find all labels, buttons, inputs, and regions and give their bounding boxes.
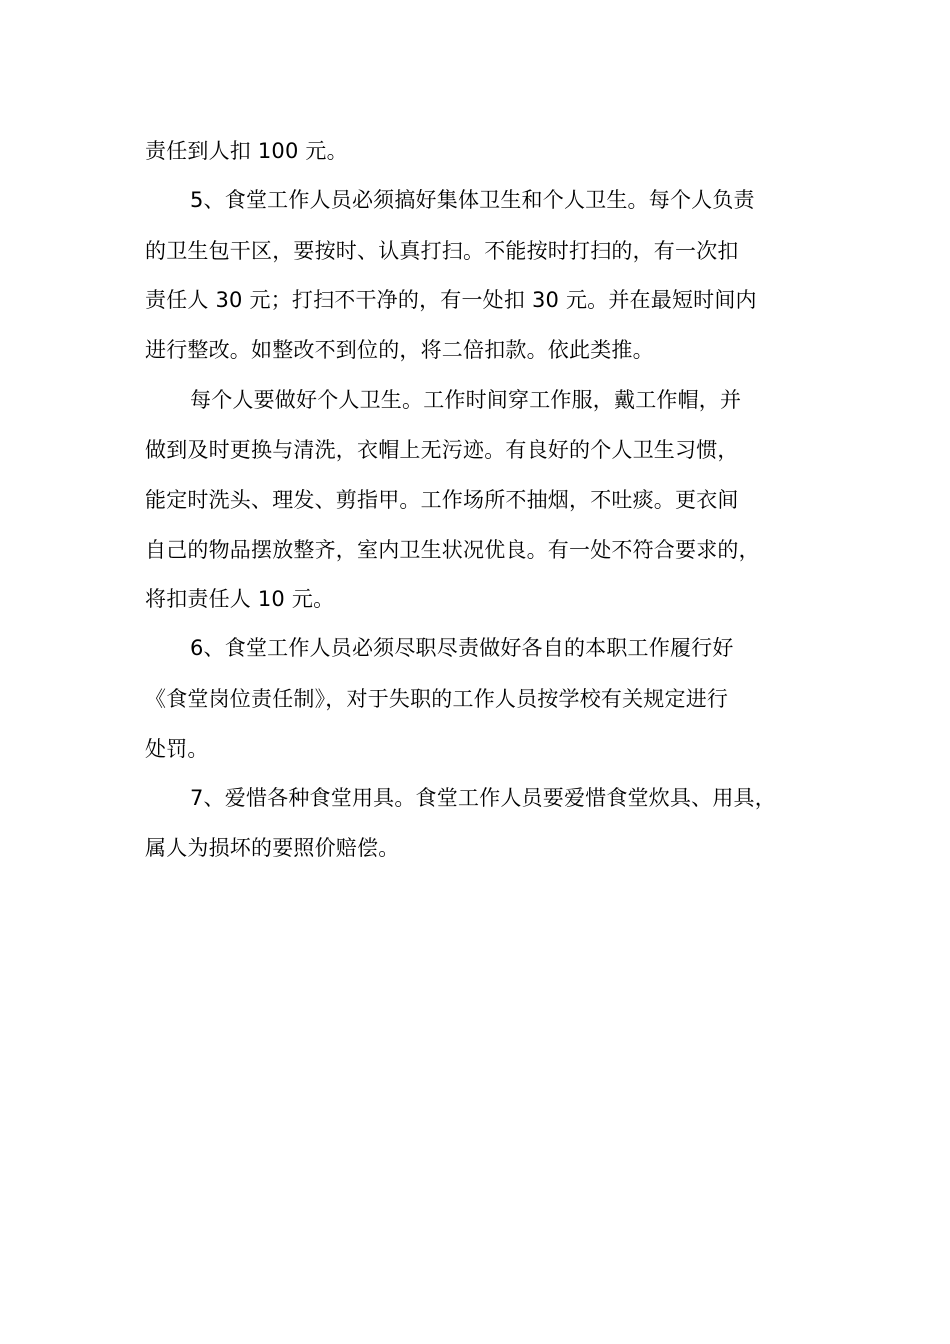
text-line: 属人为损坏的要照价赔偿。 (145, 836, 400, 860)
paragraph-6-line: 6、食堂工作人员必须尽职尽责做好各自的本职工作履行好 (190, 636, 734, 660)
text-line: 《食堂岗位责任制》，对于失职的工作人员按学校有关规定进行 (145, 687, 729, 711)
text-line: 将扣责任人 10 元。 (145, 587, 335, 611)
paragraph-5-line: 5、食堂工作人员必须搞好集体卫生和个人卫生。每个人负责 (190, 188, 755, 212)
text-line: 责任到人扣 100 元。 (145, 139, 348, 163)
paragraph-hygiene-line: 每个人要做好个人卫生。工作时间穿工作服，戴工作帽，并 (190, 388, 742, 412)
text-line: 进行整改。如整改不到位的，将二倍扣款。依此类推。 (145, 338, 654, 362)
paragraph-7-line: 7、爱惜各种食堂用具。食堂工作人员要爱惜食堂炊具、用具， (190, 786, 776, 810)
text-line: 的卫生包干区，要按时、认真打扫。不能按时打扫的，有一次扣 (145, 239, 739, 263)
text-line: 做到及时更换与清洗，衣帽上无污迹。有良好的个人卫生习惯， (145, 438, 739, 462)
text-line: 自己的物品摆放整齐，室内卫生状况优良。有一处不符合要求的， (145, 538, 760, 562)
text-line: 处罚。 (145, 737, 209, 761)
text-line: 能定时洗头、理发、剪指甲。工作场所不抽烟，不吐痰。更衣间 (145, 488, 739, 512)
text-line: 责任人 30 元；打扫不干净的，有一处扣 30 元。并在最短时间内 (145, 288, 757, 312)
